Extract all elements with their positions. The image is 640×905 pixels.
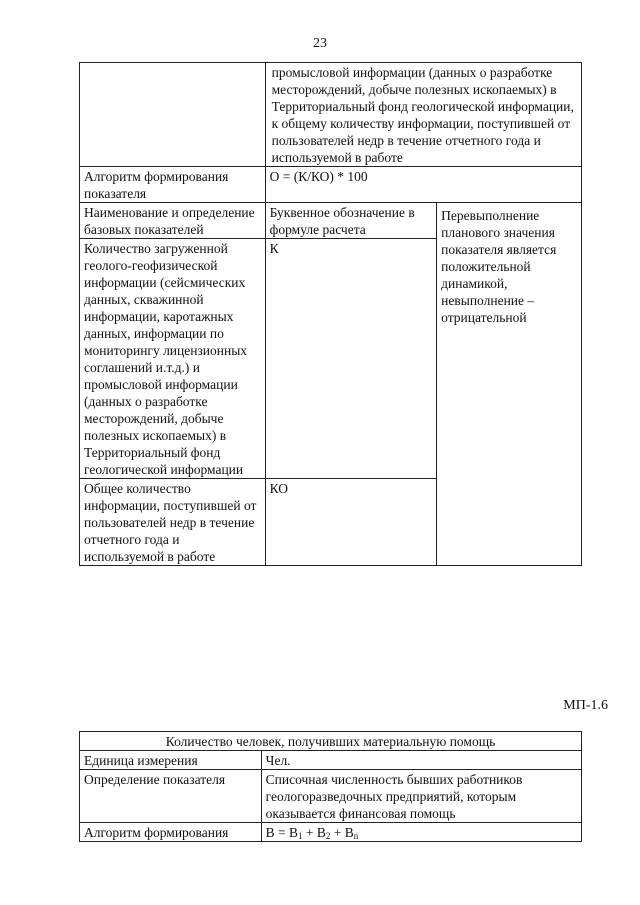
unit-value: Чел. [261, 751, 581, 770]
letter-designation-header: Буквенное обозначение в формуле расчета [265, 203, 437, 239]
formula-part: + В [330, 825, 354, 840]
formula-subscript: 1 [298, 831, 303, 841]
table-row [80, 751, 582, 770]
row-label-empty [80, 63, 266, 167]
indicator-code: МП-1.6 [563, 698, 608, 713]
dynamics-note: Перевыполнение планового значения показателя является положительной динамикой, невыполнение – отрицательной [437, 203, 582, 566]
algorithm-label: Алгоритм формирования [80, 823, 262, 842]
table-row [80, 203, 582, 239]
table-row [80, 732, 582, 751]
algorithm-label: Алгоритм формирования показателя [80, 167, 266, 203]
formula-part: + В [302, 825, 326, 840]
definition-value: Списочная численность бывших работников геологоразведочных предприятий, которым оказывается финансовая помощь [261, 770, 581, 823]
indicator-ko-description: Общее количество информации, поступившей от пользователей недр в течение отчетного года и используемой в работе [80, 479, 266, 566]
algorithm-formula: О = (К/КО) * 100 [265, 167, 581, 203]
definition-continued-text: промысловой информации (данных о разработке месторождений, добыче полезных ископаемых) в Территориальный фонд геологической информации, к общему количеству информации, поступившей от пользователей недр в течение отчетного года и используемой в работе [265, 63, 581, 167]
page-number: 23 [313, 36, 327, 51]
formula-subscript: 2 [325, 831, 331, 841]
indicator-title: Количество человек, получивших материальную помощь [80, 732, 582, 751]
unit-label: Единица измерения [80, 751, 262, 770]
table-row [80, 63, 582, 167]
indicator-k-letter: К [265, 239, 437, 479]
base-indicators-header: Наименование и определение базовых показателей [80, 203, 266, 239]
indicator-table-mp16 [79, 731, 582, 842]
indicator-k-description: Количество загруженной геолого-геофизической информации (сейсмических данных, скважинной информации, каротажных данных, информации по мониторингу лицензионных соглашений и.т.д.) и промысловой информации (данных о разработке месторождений, добыче полезных ископаемых) в Территориальный фонд геологической информации [80, 239, 266, 479]
formula-subscript: n [353, 831, 359, 841]
table-row [80, 167, 582, 203]
algorithm-formula [261, 823, 581, 842]
definition-label: Определение показателя [80, 770, 262, 823]
indicator-table-continued [79, 62, 582, 566]
table-row [80, 770, 582, 823]
formula-part: В = В [265, 825, 299, 840]
table-row [80, 823, 582, 842]
indicator-ko-letter: КО [265, 479, 437, 566]
